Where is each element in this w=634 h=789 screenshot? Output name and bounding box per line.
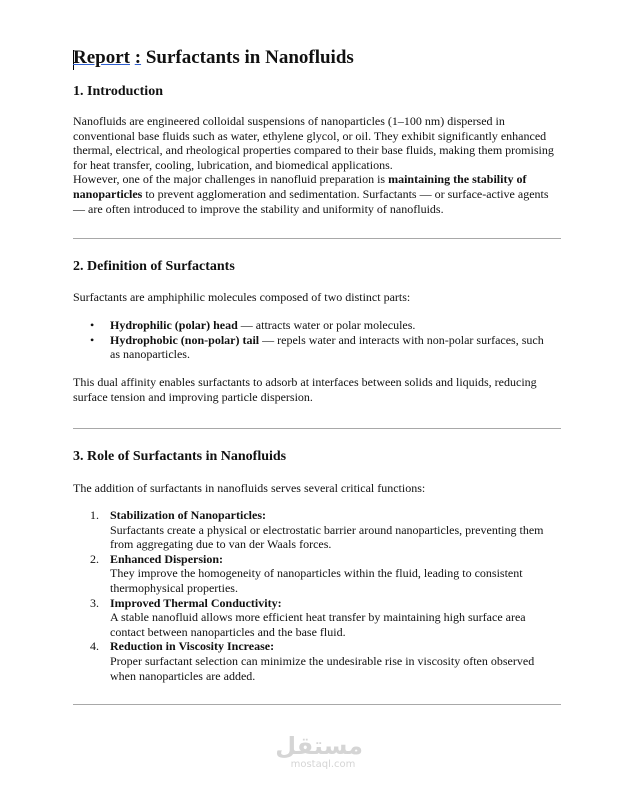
definition-closing: This dual affinity enables surfactants to adsorb at interfaces between solids and liquids, reducing surface tension and improving particle dispersion. (73, 375, 537, 404)
divider (73, 238, 561, 239)
intro-paragraph (73, 114, 563, 216)
divider (73, 428, 561, 429)
list-item (73, 333, 553, 362)
list-item (73, 552, 553, 596)
list-item-text: They improve the homogeneity of nanoparticles within the fluid, leading to consistent thermophysical properties. (110, 566, 523, 595)
list-item-term: Stabilization of Nanoparticles: (110, 508, 266, 522)
list-item-term: Enhanced Dispersion: (110, 551, 224, 566)
list-number: 4. (90, 639, 99, 654)
list-item-term: Hydrophilic (polar) head (110, 318, 238, 332)
report-title (73, 47, 354, 69)
list-number: 3. (90, 595, 99, 610)
title-colon: : (134, 47, 142, 68)
list-item (73, 639, 553, 683)
list-item-text: Proper surfactant selection can minimize the undesirable rise in viscosity often observed when nanoparticles are added. (110, 653, 535, 683)
intro-text-2-bold: maintaining the stability of nanoparticles (73, 172, 527, 201)
bullet-marker: • (90, 318, 95, 332)
list-item-text: A stable nanofluid allows more efficient heat transfer by maintaining high surface area contact between nanoparticles and the base fluid. (110, 610, 526, 639)
title-report-word: Report (73, 47, 130, 68)
watermark-domain: mostaql.com (290, 759, 356, 770)
list-number: 1. (90, 508, 99, 522)
title-subject: Surfactants in Nanofluids (145, 47, 354, 68)
list-item-term: Improved Thermal Conductivity: (110, 595, 282, 610)
intro-text-2a: However, one of the major challenges in nanofluid preparation is (73, 172, 389, 187)
bullet-marker: • (90, 332, 95, 347)
list-item (73, 596, 553, 640)
watermark-arabic-logo: مستقل (275, 732, 363, 760)
section-heading-role: 3. Role of Surfactants in Nanofluids (73, 449, 287, 464)
role-lead: The addition of surfactants in nanofluids serves several critical functions: (73, 481, 426, 495)
list-item-text: — repels water and interacts with non-polar surfaces, such as nanoparticles. (110, 332, 544, 362)
list-item-text: — attracts water or polar molecules. (237, 318, 416, 332)
divider (73, 704, 561, 705)
intro-text-2b: to prevent agglomeration and sedimentation. Surfactants — or surface-active agents — are often introduced to improve the stability and uniformity of nanofluids. (73, 186, 549, 216)
section-heading-definition: 2. Definition of Surfactants (73, 259, 235, 274)
list-item-term: Hydrophobic (non-polar) tail (110, 332, 260, 347)
intro-text-1: Nanofluids are engineered colloidal suspensions of nanoparticles (1–100 nm) dispersed in conventional base fluids such as water, ethylene glycol, or oil. They exhibit significantly enhanced thermal, electrical, and rheological properties compared to their base fluids, making them promising for heat transfer, cooling, lubrication, and biomedical applications. (73, 114, 554, 172)
list-number: 2. (90, 551, 99, 566)
section-heading-introduction: 1. Introduction (73, 84, 163, 99)
list-item (73, 318, 553, 333)
list-item (73, 508, 553, 552)
list-item-term: Reduction in Viscosity Increase: (110, 639, 275, 654)
mostaql-watermark (275, 732, 363, 771)
role-list (73, 508, 553, 683)
definition-lead: Surfactants are amphiphilic molecules composed of two distinct parts: (73, 290, 411, 304)
definition-list (73, 318, 553, 362)
list-item-text: Surfactants create a physical or electrostatic barrier around nanoparticles, preventing them from aggregating due to van der Waals forces. (110, 522, 544, 552)
